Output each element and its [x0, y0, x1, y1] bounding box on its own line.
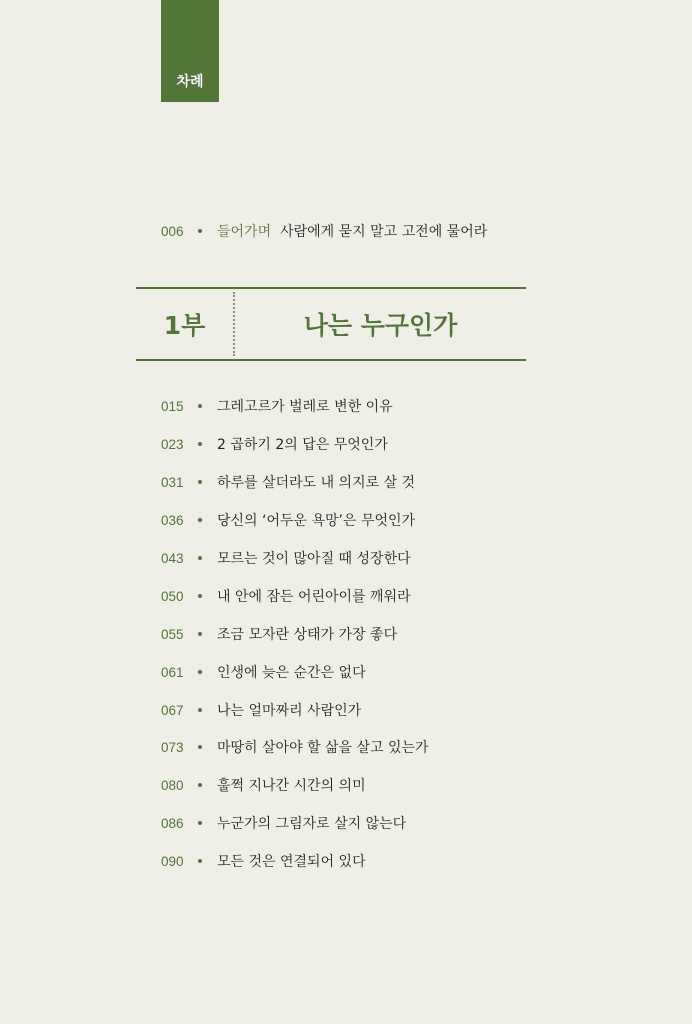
intro-label: 들어가며	[217, 224, 272, 240]
page-number: 050	[161, 588, 184, 604]
toc-entry[interactable]	[161, 698, 361, 722]
toc-entry[interactable]	[161, 735, 429, 759]
entry-title: 조금 모자란 상태가 가장 좋다	[217, 627, 398, 643]
page-number: 036	[161, 512, 184, 528]
bullet-dot-icon	[198, 783, 202, 787]
page-number: 023	[161, 436, 184, 452]
toc-entry[interactable]	[161, 432, 388, 456]
toc-entry[interactable]	[161, 394, 393, 418]
page-number: 073	[161, 739, 184, 755]
bullet-dot-icon	[198, 594, 202, 598]
page-number: 080	[161, 777, 184, 793]
contents-tab	[161, 0, 219, 102]
entry-title: 마땅히 살아야 할 삶을 살고 있는가	[217, 740, 429, 756]
entry-title: 그레고르가 벌레로 변한 이유	[217, 399, 393, 415]
bullet-dot-icon	[198, 404, 202, 408]
part-header	[136, 287, 526, 361]
bullet-dot-icon	[198, 442, 202, 446]
entry-title: 사람에게 묻지 말고 고전에 물어라	[280, 224, 488, 240]
bullet-dot-icon	[198, 821, 202, 825]
bullet-dot-icon	[198, 745, 202, 749]
contents-tab-label: 차례	[176, 74, 204, 90]
entry-title: 2 곱하기 2의 답은 무엇인가	[217, 437, 388, 453]
entry-title: 당신의 ‘어두운 욕망’은 무엇인가	[217, 513, 416, 529]
part-number: 1부	[163, 311, 206, 340]
toc-entry[interactable]	[161, 508, 415, 532]
part-title: 나는 누구인가	[303, 311, 458, 340]
bullet-dot-icon	[198, 632, 202, 636]
page-number: 031	[161, 474, 184, 490]
page-number: 043	[161, 550, 184, 566]
entry-title: 내 안에 잠든 어린아이를 깨워라	[217, 589, 411, 605]
toc-entry[interactable]	[161, 849, 366, 873]
entry-title: 모든 것은 연결되어 있다	[217, 854, 366, 870]
toc-entry[interactable]	[161, 470, 415, 494]
entry-title: 인생에 늦은 순간은 없다	[217, 665, 366, 681]
page-number: 086	[161, 815, 184, 831]
page-number: 061	[161, 664, 184, 680]
entry-title: 훌쩍 지나간 시간의 의미	[217, 778, 366, 794]
page-number: 090	[161, 853, 184, 869]
bullet-dot-icon	[198, 556, 202, 560]
page-number: 067	[161, 702, 184, 718]
toc-entry[interactable]	[161, 622, 397, 646]
entry-title: 하루를 살더라도 내 의지로 살 것	[217, 475, 416, 491]
entry-title: 누군가의 그림자로 살지 않는다	[217, 816, 407, 832]
page-number: 015	[161, 398, 184, 414]
toc-entry[interactable]	[161, 811, 406, 835]
bullet-dot-icon	[198, 670, 202, 674]
bullet-dot-icon	[198, 229, 202, 233]
bullet-dot-icon	[198, 859, 202, 863]
entry-title: 모르는 것이 많아질 때 성장한다	[217, 551, 411, 567]
bullet-dot-icon	[198, 518, 202, 522]
bullet-dot-icon	[198, 480, 202, 484]
toc-entry[interactable]	[161, 660, 366, 684]
toc-entry[interactable]	[161, 773, 366, 797]
toc-entry-intro[interactable]	[161, 219, 487, 243]
toc-entry[interactable]	[161, 584, 411, 608]
bullet-dot-icon	[198, 708, 202, 712]
page-number: 006	[161, 223, 184, 239]
entry-title: 나는 얼마짜리 사람인가	[217, 703, 362, 719]
toc-entry[interactable]	[161, 546, 411, 570]
page-number: 055	[161, 626, 184, 642]
